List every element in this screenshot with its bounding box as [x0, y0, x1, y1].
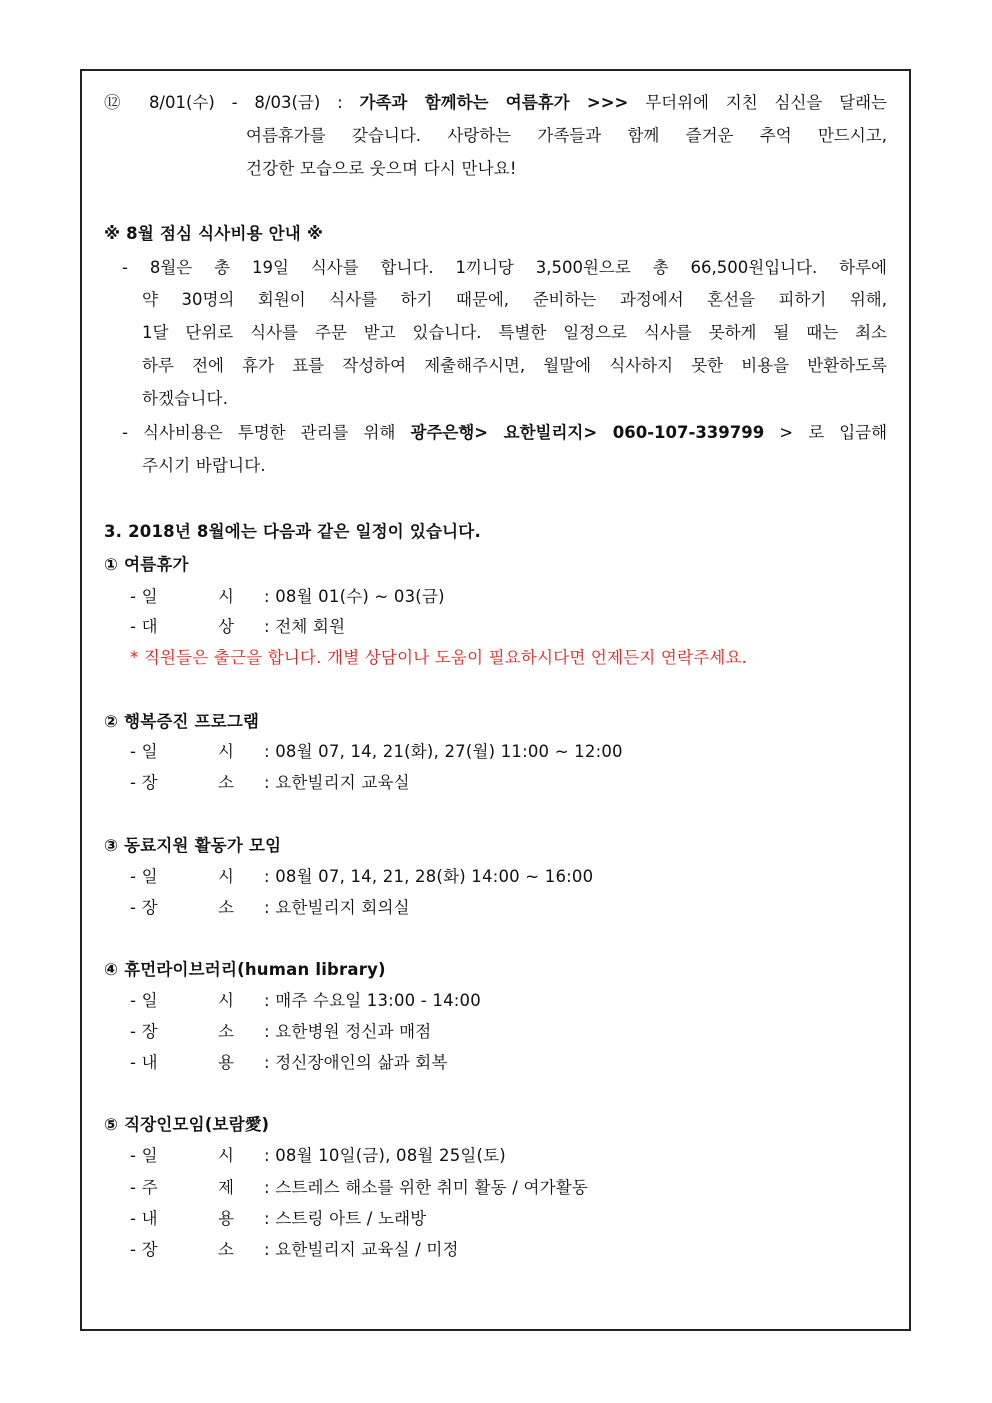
row-label: - 일 [130, 867, 158, 886]
event-3-row-2 [130, 898, 410, 918]
row-label-2: 용 [218, 1209, 235, 1228]
meal-bullet1-line-4: 하루 전에 휴가 표를 작성하여 제출해주시면, 월말에 식사하지 못한 비용을 반환하도록 [142, 356, 887, 375]
event-2-title: ② 행복증진 프로그램 [104, 712, 260, 731]
row-label-2: 제 [218, 1178, 235, 1197]
meal-bullet1-line-5: 하겠습니다. [142, 389, 229, 408]
row-label-2: 시 [218, 991, 235, 1010]
row-label: - 내 [130, 1053, 158, 1072]
row-label: - 장 [130, 1240, 158, 1259]
row-value: : 08월 01(수) ~ 03(금) [264, 587, 445, 606]
row-label: - 장 [130, 898, 158, 917]
event-5-row-4 [130, 1240, 459, 1260]
meal-bullet2-line-2: 주시기 바랍니다. [142, 456, 266, 475]
event-4-row-3 [130, 1053, 447, 1073]
meal-notice-heading: ※ 8월 점심 식사비용 안내 ※ [104, 224, 324, 243]
row-label-2: 소 [218, 898, 235, 917]
meal-bullet2-prefix: - 식사비용은 투명한 관리를 위해 [122, 423, 396, 442]
meal-bullet1-line-2: 약 30명의 회원이 식사를 하기 때문에, 준비하는 과정에서 혼선을 피하기 위해, [142, 290, 887, 309]
row-value: : 08월 10일(금), 08월 25일(토) [264, 1146, 506, 1165]
event-1-row-2 [130, 617, 345, 637]
row-value: : 스트링 아트 / 노래방 [264, 1209, 427, 1228]
meal-bullet1-line-3: 1달 단위로 식사를 주문 받고 있습니다. 특별한 일정으로 식사를 못하게 될 때는 최소 [142, 323, 887, 342]
row-label-2: 상 [218, 617, 235, 636]
event-1-note: * 직원들은 출근을 합니다. 개별 상담이나 도움이 필요하시다면 언제든지 연락주세요. [130, 648, 748, 667]
row-value: : 전체 회원 [264, 617, 346, 636]
event-3-title: ③ 동료지원 활동가 모임 [104, 836, 282, 855]
row-value: : 08월 07, 14, 21, 28(화) 14:00 ~ 16:00 [264, 867, 594, 886]
meal-bullet2-line-1 [122, 423, 887, 443]
event-4-row-1 [130, 991, 481, 1011]
row-label: - 일 [130, 587, 158, 606]
row-label: - 주 [130, 1178, 158, 1197]
vacation-line1-rest: 무더위에 지친 심신을 달래는 [645, 93, 887, 112]
row-label: - 일 [130, 991, 158, 1010]
row-label: - 대 [130, 617, 158, 636]
row-value: : 요한빌리지 교육실 [264, 773, 410, 792]
row-value: : 요한빌리지 회의실 [264, 898, 410, 917]
vacation-notice-line-2: 여름휴가를 갖습니다. 사랑하는 가족들과 함께 즐거운 추억 만드시고, [246, 126, 887, 145]
row-label: - 내 [130, 1209, 158, 1228]
row-label-2: 시 [218, 587, 235, 606]
event-5-row-1 [130, 1146, 506, 1166]
schedule-heading: 3. 2018년 8월에는 다음과 같은 일정이 있습니다. [104, 522, 481, 541]
row-value: : 스트레스 해소를 위한 취미 활동 / 여가활동 [264, 1178, 588, 1197]
row-value: : 08월 07, 14, 21(화), 27(월) 11:00 ~ 12:00 [264, 742, 623, 761]
event-4-title: ④ 휴먼라이브러리(human library) [104, 960, 386, 979]
row-label-2: 시 [218, 742, 235, 761]
event-4-row-2 [130, 1022, 431, 1042]
event-5-row-3 [130, 1209, 426, 1229]
row-label-2: 시 [218, 867, 235, 886]
event-1-row-1 [130, 587, 445, 607]
vacation-dates: 8/01(수) - 8/03(금) : [148, 93, 343, 112]
row-label-2: 시 [218, 1146, 235, 1165]
row-label: - 장 [130, 773, 158, 792]
row-label-2: 용 [218, 1053, 235, 1072]
event-2-row-1 [130, 742, 623, 762]
event-5-row-2 [130, 1178, 588, 1198]
row-label-2: 소 [218, 773, 235, 792]
row-label: - 장 [130, 1022, 158, 1041]
event-2-row-2 [130, 773, 410, 793]
event-5-title: ⑤ 직장인모임(보람愛) [104, 1115, 270, 1134]
row-value: : 정신장애인의 삶과 회복 [264, 1053, 448, 1072]
vacation-marker: ⑫ [104, 93, 133, 112]
vacation-notice-line-1 [104, 93, 887, 113]
row-label: - 일 [130, 742, 158, 761]
row-label: - 일 [130, 1146, 158, 1165]
meal-bullet2-suffix: > 로 입금해 [779, 423, 887, 442]
row-label-2: 소 [218, 1240, 235, 1259]
event-1-title: ① 여름휴가 [104, 555, 189, 574]
row-value: : 요한빌리지 교육실 / 미정 [264, 1240, 459, 1259]
row-label-2: 소 [218, 1022, 235, 1041]
vacation-notice-line-3: 건강한 모습으로 웃으며 다시 만나요! [246, 159, 517, 178]
meal-bullet1-line-1: - 8월은 총 19일 식사를 합니다. 1끼니당 3,500원으로 총 66,500원입니다. 하루에 [122, 258, 887, 277]
bank-account: 광주은행> 요한빌리지> 060-107-339799 [410, 423, 765, 442]
vacation-title: 가족과 함께하는 여름휴가 >>> [359, 93, 629, 112]
event-3-row-1 [130, 867, 593, 887]
row-value: : 요한병원 정신과 매점 [264, 1022, 432, 1041]
row-value: : 매주 수요일 13:00 - 14:00 [264, 991, 481, 1010]
